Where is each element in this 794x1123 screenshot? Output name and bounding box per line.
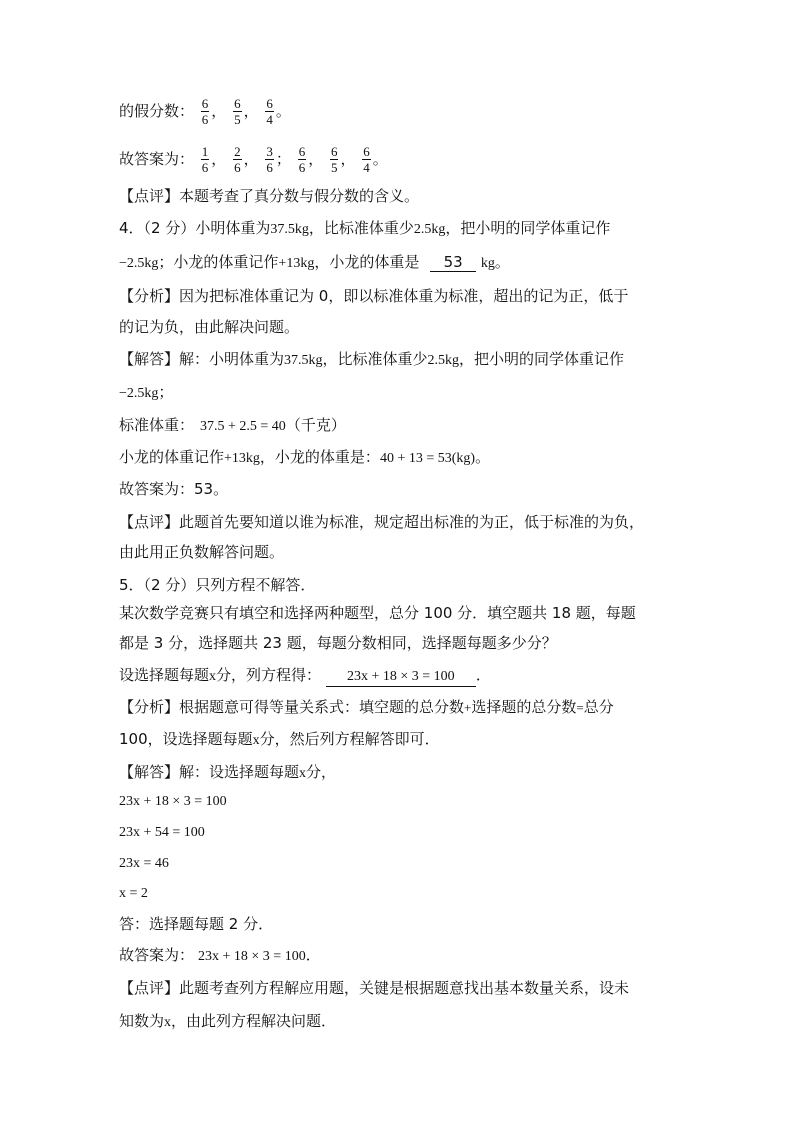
fraction: $\frac{6}{4}$ [266, 96, 273, 127]
separator: 。 [372, 150, 388, 168]
fraction: $\frac{6}{5}$ [234, 96, 241, 127]
fraction: $\frac{2}{6}$ [234, 144, 241, 175]
q4-statement-line2: −2.5kg；小龙的体重记作+13kg，小龙的体重是 53 kg。 [119, 253, 510, 271]
separator: ； [275, 150, 291, 168]
q5-statement-line2: 都是 3 分，选择题共 23 题，每题分数相同，选择题每题多少分？ [119, 634, 557, 652]
separator: ， [340, 150, 356, 168]
q5-solution-line1: 【解答】解：设选择题每题x分， [119, 763, 337, 781]
separator: ， [243, 150, 259, 168]
answer-blank: 23x + 18 × 3 = 100 [326, 666, 476, 687]
separator: ， [211, 150, 227, 168]
q5-comment-line1: 【点评】此题考查列方程解应用题，关键是根据题意找出基本数量关系，设未 [119, 979, 630, 997]
q5-equation-3: 23x = 46 [119, 856, 169, 871]
fraction: $\frac{6}{4}$ [363, 144, 370, 175]
q5-equation-2: 23x + 54 = 100 [119, 825, 205, 840]
separator: 。 [275, 102, 291, 120]
q4-answer-line: 故答案为：53。 [119, 480, 229, 498]
comment-line: 【点评】本题考查了真分数与假分数的含义。 [119, 187, 420, 205]
q5-equation-4: x = 2 [119, 886, 148, 901]
improper-fractions-line [119, 96, 679, 127]
q5-statement-line1: 某次数学竞赛只有填空和选择两种题型，总分 100 分．填空题共 18 题，每题 [119, 604, 636, 622]
q4-solution-line1: 【解答】解：小明体重为37.5kg，比标准体重少2.5kg，把小明的同学体重记作 [119, 350, 625, 368]
q4-analysis-line2: 的记为负，由此解决问题。 [119, 318, 300, 336]
q4-statement-line1: 4．（2 分）小明体重为37.5kg，比标准体重少2.5kg，把小明的同学体重记作 [119, 219, 611, 237]
answer-fractions-line [119, 144, 679, 175]
fraction: $\frac{3}{6}$ [266, 144, 273, 175]
fraction: $\frac{6}{6}$ [201, 96, 209, 127]
separator: ， [243, 102, 259, 120]
q4-weight-line: 小龙的体重记作+13kg，小龙的体重是：40 + 13 = 53(kg)。 [119, 448, 491, 466]
fraction: $\frac{6}{5}$ [330, 144, 338, 175]
q5-equation-1: 23x + 18 × 3 = 100 [119, 794, 227, 809]
q5-setup-line: 设选择题每题x分，列方程得： 23x + 18 × 3 = 100 ． [119, 664, 679, 688]
q5-analysis-line2: 100，设选择题每题x分，然后列方程解答即可． [119, 730, 440, 748]
q4-comment-line2: 由此用正负数解答问题。 [119, 543, 285, 561]
q5-answer-statement: 答：选择题每题 2 分． [119, 915, 274, 933]
q5-answer-line: 故答案为： 23x + 18 × 3 = 100． [119, 946, 321, 964]
separator: ， [211, 102, 227, 120]
fraction: $\frac{1}{6}$ [201, 144, 209, 175]
q5-comment-line2: 知数为x，由此列方程解决问题． [119, 1012, 337, 1030]
fraction: $\frac{6}{6}$ [298, 144, 306, 175]
q4-analysis-line1: 【分析】因为把标准体重记为 0，即以标准体重为标准，超出的记为正，低于 [119, 287, 629, 305]
separator: ， [308, 150, 324, 168]
line-prefix: 的假分数： [119, 102, 195, 120]
q5-title-line: 5．（2 分）只列方程不解答． [119, 576, 316, 594]
q4-comment-line1: 【点评】此题首先要知道以谁为标准，规定超出标准的为正，低于标准的为负， [119, 513, 645, 531]
q4-standard-weight-line: 标准体重： 37.5 + 2.5 = 40（千克） [119, 416, 346, 434]
line-prefix: 故答案为： [119, 150, 195, 168]
q5-analysis-line1: 【分析】根据题意可得等量关系式：填空题的总分数+选择题的总分数=总分 [119, 698, 614, 716]
answer-blank: 53 [430, 253, 476, 272]
q4-solution-line2: −2.5kg； [119, 383, 174, 401]
